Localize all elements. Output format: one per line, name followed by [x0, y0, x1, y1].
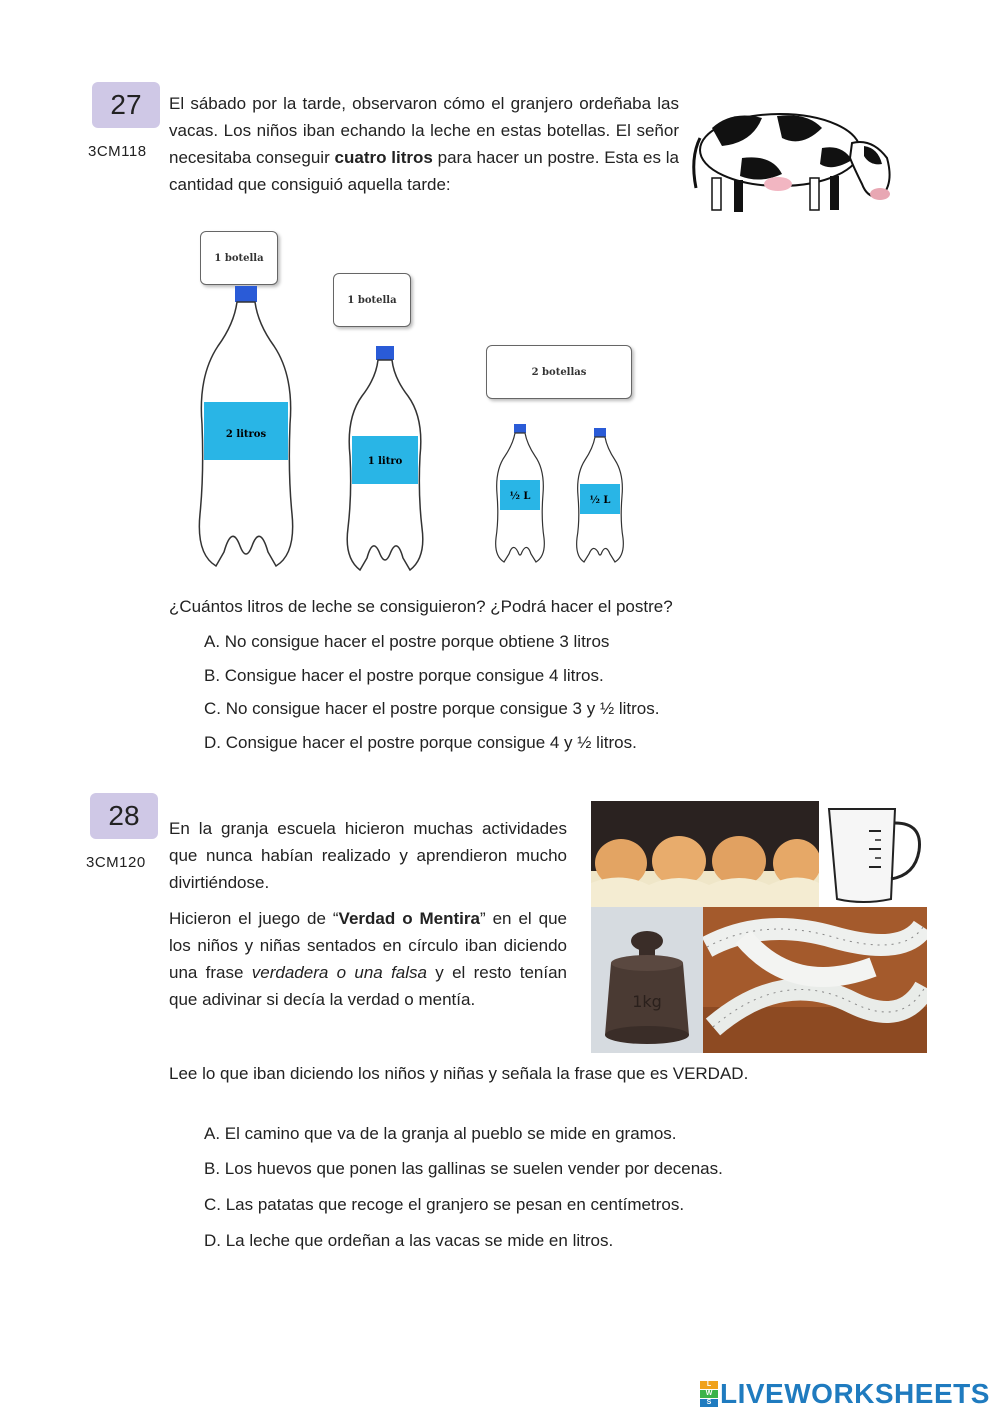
question-number-badge	[92, 82, 160, 128]
answer-option-d[interactable]: D. Consigue hacer el postre porque consigue 4 y ½ litros.	[204, 733, 637, 752]
label-box-3: 2 botellas	[486, 345, 632, 399]
label-box-1: 1 botella	[200, 231, 278, 285]
cow-image	[682, 88, 904, 218]
brand-name: LIVEWORKSHEETS	[720, 1378, 990, 1409]
question-number-badge	[90, 793, 158, 839]
label-box-2: 1 botella	[333, 273, 411, 327]
bottle-half-a-label: ½ L	[509, 491, 531, 502]
weight-image	[591, 907, 703, 1053]
liveworksheets-logo[interactable]	[700, 1378, 990, 1410]
answer-option-d[interactable]: D. La leche que ordeñan a las vacas se mide en litros.	[204, 1231, 614, 1250]
question-28-game-description: Hicieron el juego de “Verdad o Mentira” en el que los niños y niñas sentados en círculo iban diciendo una frase verdadera o una falsa y el resto tenían que adivinar si decía la verdad o mentía.	[169, 909, 567, 1009]
bottle-1-litro-label: 1 litro	[367, 456, 403, 467]
game-name: Verdad o Mentira	[338, 909, 480, 928]
question-28-intro: En la granja escuela hicieron muchas actividades que nunca habían realizado y aprendieron mucho divirtiéndose.	[169, 819, 567, 892]
answer-option-b[interactable]: B. Los huevos que ponen las gallinas se suelen vender por decenas.	[204, 1159, 723, 1178]
question-28-prompt: Lee lo que iban diciendo los niños y niñas y señala la frase que es VERDAD.	[169, 1064, 749, 1083]
question-code: 3CM120	[86, 854, 146, 871]
measuring-jug-image	[819, 801, 927, 907]
answer-option-c[interactable]: C. No consigue hacer el postre porque consigue 3 y ½ litros.	[204, 699, 660, 718]
question-27-statement: El sábado por la tarde, observaron cómo el granjero ordeñaba las vacas. Los niños iban echando la leche en estas botellas. El señor necesitaba conseguir cuatro litros para hacer un postre. Esta es la cantidad que consiguió aquella tarde:	[169, 94, 679, 194]
highlight-amount: cuatro litros	[334, 148, 433, 167]
bottle-half-litro-a	[491, 422, 549, 568]
tape-measure-image	[703, 907, 927, 1053]
question-code: 3CM118	[88, 143, 147, 160]
bottle-half-b-label: ½ L	[589, 495, 611, 506]
answer-option-c[interactable]: C. Las patatas que recoge el granjero se pesan en centímetros.	[204, 1195, 685, 1214]
weight-kg-text: 1kg	[632, 992, 662, 1011]
answer-option-b[interactable]: B. Consigue hacer el postre porque consigue 4 litros.	[204, 666, 604, 685]
answer-option-a[interactable]: A. El camino que va de la granja al pueblo se mide en gramos.	[204, 1124, 677, 1143]
bottle-2-litros-label: 2 litros	[225, 429, 267, 440]
question-number: 27	[110, 89, 142, 120]
bottle-half-litro-b	[572, 426, 628, 568]
bottle-2-litros	[190, 284, 300, 574]
eggs-image	[591, 801, 819, 907]
question-27-prompt: ¿Cuántos litros de leche se consiguieron? ¿Podrá hacer el postre?	[169, 597, 673, 616]
question-number: 28	[108, 800, 140, 831]
logo-icon: L W S	[700, 1381, 718, 1407]
answer-option-a[interactable]: A. No consigue hacer el postre porque obtiene 3 litros	[204, 632, 610, 651]
bottle-1-litro	[340, 344, 430, 576]
